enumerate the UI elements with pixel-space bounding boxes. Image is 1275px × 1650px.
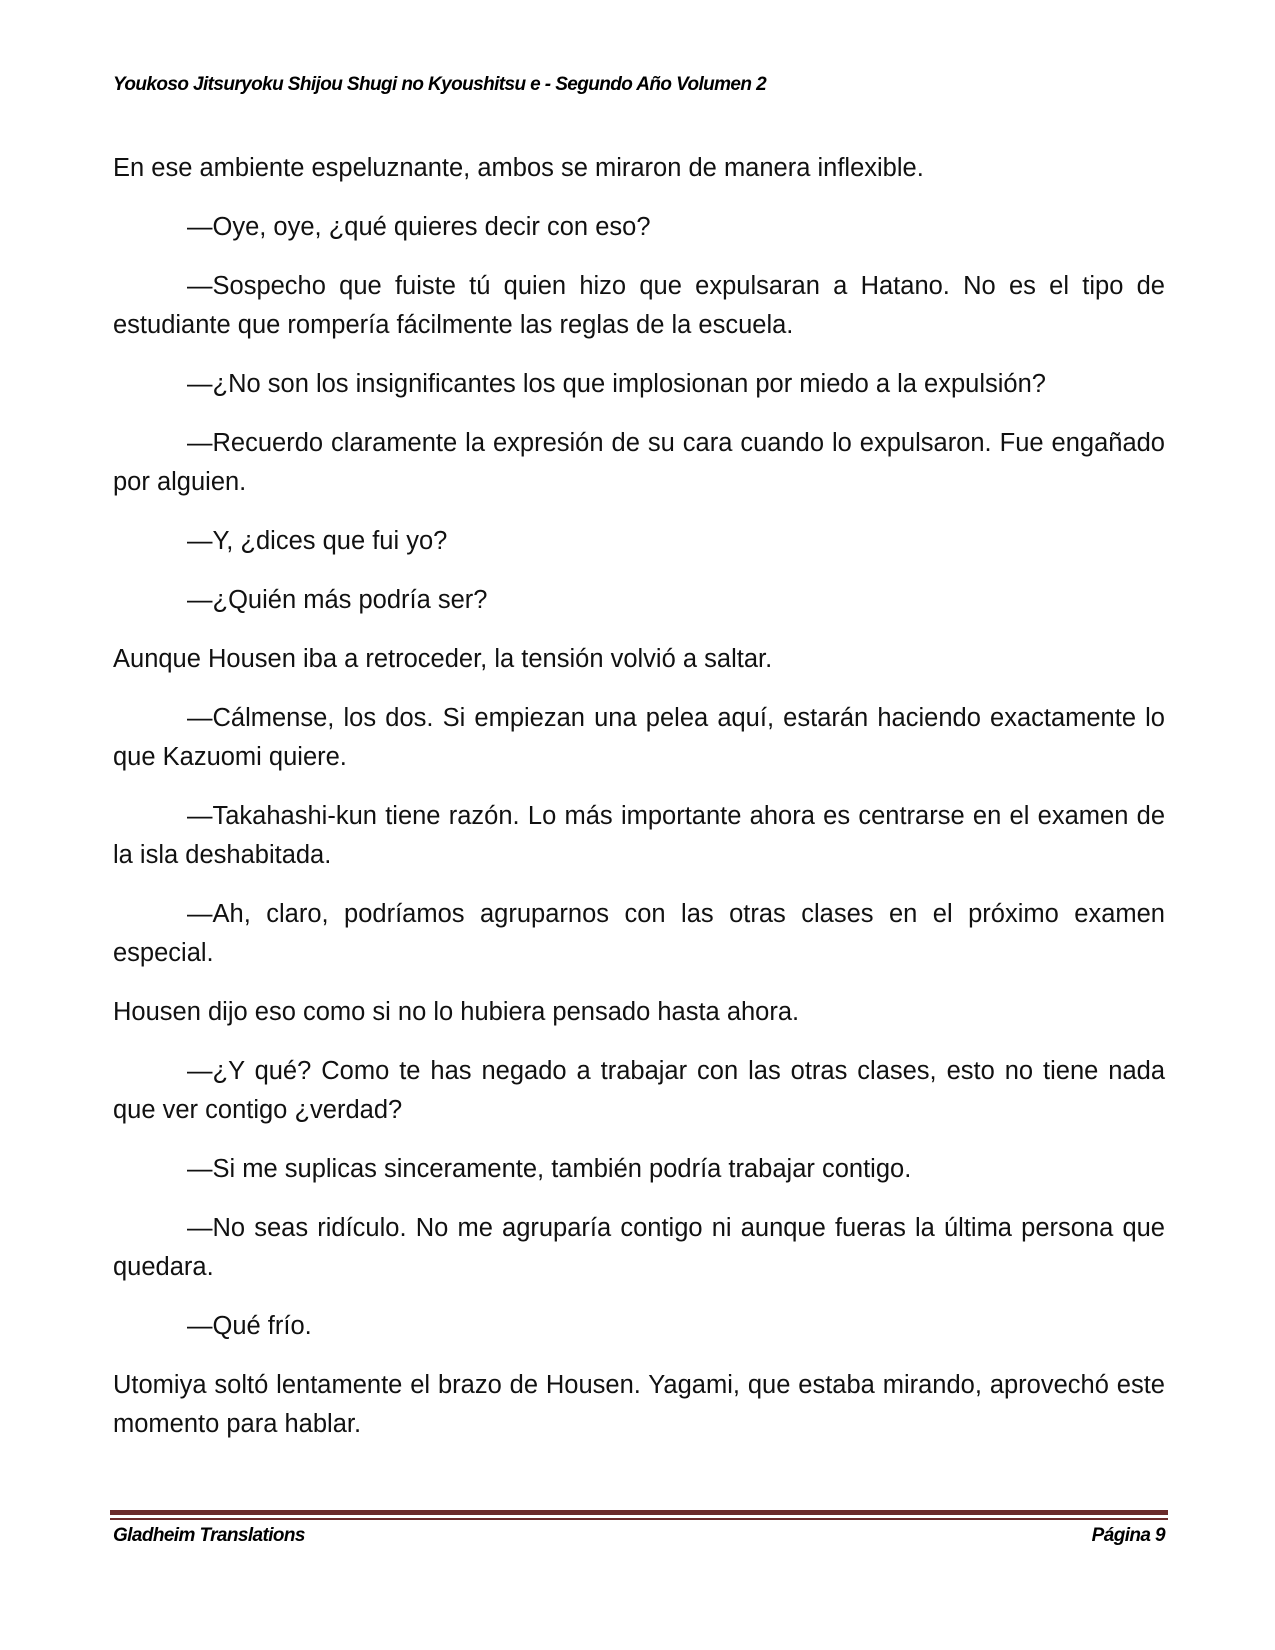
page-number: Página 9 bbox=[1091, 1525, 1165, 1546]
narration-paragraph: Aunque Housen iba a retroceder, la tensión volvió a saltar. bbox=[113, 645, 773, 673]
dialogue-paragraph: —Oye, oye, ¿qué quieres decir con eso? bbox=[187, 213, 651, 241]
footer-rule-thick bbox=[110, 1510, 1168, 1515]
dialogue-paragraph: —Cálmense, los dos. Si empiezan una pelea aquí, estarán haciendo exactamente lo que Kazuomi quiere. bbox=[113, 704, 1165, 771]
page-body bbox=[113, 149, 1165, 1464]
dialogue-paragraph: —¿Quién más podría ser? bbox=[187, 586, 488, 614]
dialogue-paragraph: —Qué frío. bbox=[187, 1312, 312, 1340]
running-header: Youkoso Jitsuryoku Shijou Shugi no Kyoushitsu e - Segundo Año Volumen 2 bbox=[113, 74, 767, 95]
narration-paragraph: Housen dijo eso como si no lo hubiera pensado hasta ahora. bbox=[113, 998, 800, 1026]
dialogue-paragraph: —No seas ridículo. No me agruparía contigo ni aunque fueras la última persona que quedara. bbox=[113, 1214, 1165, 1281]
dialogue-paragraph: —Takahashi-kun tiene razón. Lo más importante ahora es centrarse en el examen de la isla deshabitada. bbox=[113, 802, 1165, 869]
narration-paragraph: En ese ambiente espeluznante, ambos se miraron de manera inflexible. bbox=[113, 154, 924, 182]
dialogue-paragraph: —Sospecho que fuiste tú quien hizo que expulsaran a Hatano. No es el tipo de estudiante que rompería fácilmente las reglas de la escuela. bbox=[113, 272, 1165, 339]
dialogue-paragraph: —¿Y qué? Como te has negado a trabajar con las otras clases, esto no tiene nada que ver contigo ¿verdad? bbox=[113, 1057, 1165, 1124]
dialogue-paragraph: —Si me suplicas sinceramente, también podría trabajar contigo. bbox=[187, 1155, 912, 1183]
footer-publisher: Gladheim Translations bbox=[113, 1525, 305, 1546]
dialogue-paragraph: —¿No son los insignificantes los que implosionan por miedo a la expulsión? bbox=[187, 370, 1046, 398]
dialogue-paragraph: —Recuerdo claramente la expresión de su cara cuando lo expulsaron. Fue engañado por alguien. bbox=[113, 429, 1165, 496]
dialogue-paragraph: —Ah, claro, podríamos agruparnos con las otras clases en el próximo examen especial. bbox=[113, 900, 1165, 967]
footer-rule-thin bbox=[110, 1518, 1168, 1520]
dialogue-paragraph: —Y, ¿dices que fui yo? bbox=[187, 527, 448, 555]
narration-paragraph: Utomiya soltó lentamente el brazo de Housen. Yagami, que estaba mirando, aprovechó este momento para hablar. bbox=[113, 1371, 1165, 1438]
